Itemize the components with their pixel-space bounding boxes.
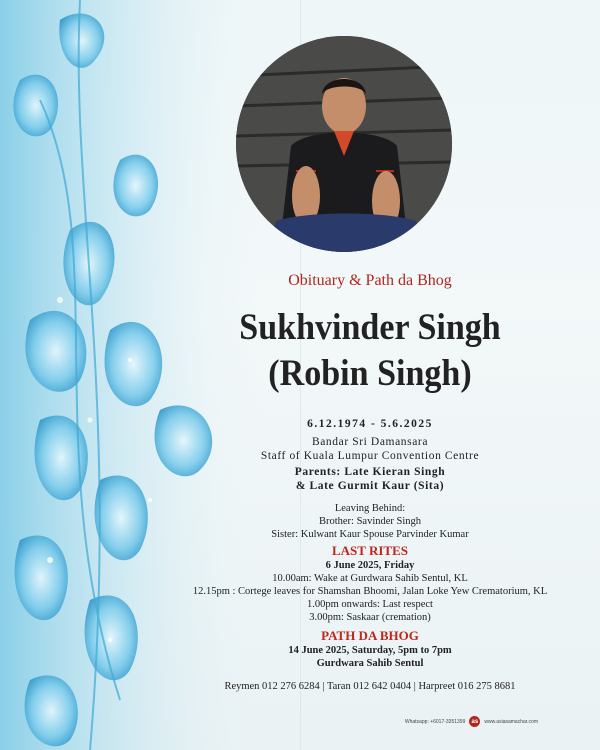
occupation-text: Staff of Kuala Lumpur Convention Centre bbox=[260, 450, 480, 462]
sister-text: Sister: Kulwant Kaur Spouse Parvinder Kumar bbox=[271, 529, 469, 540]
last-rites-block bbox=[150, 543, 590, 624]
leaving-behind-heading: Leaving Behind: bbox=[334, 503, 406, 514]
last-rites-item: 12.15pm : Cortege leaves for Shamshan Bhoomi, Jalan Loke Yew Crematorium, KL bbox=[192, 586, 548, 597]
brand-logo-icon: as bbox=[469, 716, 480, 727]
last-rites-date: 6 June 2025, Friday bbox=[325, 560, 415, 571]
parents-line-2: & Late Gurmit Kaur (Sita) bbox=[295, 480, 445, 492]
contact-numbers: Reymen 012 276 6284 | Taran 012 642 0404 | Harpreet 016 275 8681 bbox=[224, 681, 516, 692]
portrait-photo bbox=[236, 36, 452, 252]
path-da-bhog-heading: PATH DA BHOG bbox=[321, 628, 419, 643]
last-rites-item: 3.00pm: Saskaar (cremation) bbox=[309, 612, 431, 623]
deceased-name: Sukhvinder Singh bbox=[239, 307, 501, 348]
brand-footer bbox=[405, 716, 538, 727]
deceased-alias: (Robin Singh) bbox=[268, 353, 472, 394]
location-text: Bandar Sri Damansara bbox=[311, 436, 429, 448]
obituary-heading: Obituary & Path da Bhog bbox=[288, 272, 452, 289]
leaving-behind-block bbox=[150, 502, 590, 541]
website-text: www.asiasamachar.com bbox=[484, 718, 538, 725]
bio-block bbox=[150, 435, 590, 493]
path-da-bhog-venue: Gurdwara Sahib Sentul bbox=[316, 658, 424, 669]
path-da-bhog-block bbox=[150, 628, 590, 670]
brother-text: Brother: Savinder Singh bbox=[318, 516, 422, 527]
life-dates: 6.12.1974 - 5.6.2025 bbox=[307, 418, 433, 430]
last-rites-item: 1.00pm onwards: Last respect bbox=[307, 599, 433, 610]
path-da-bhog-date: 14 June 2025, Saturday, 5pm to 7pm bbox=[288, 645, 452, 656]
parents-line-1: Parents: Late Kieran Singh bbox=[294, 466, 446, 478]
last-rites-heading: LAST RITES bbox=[332, 543, 408, 558]
whatsapp-text: Whatsapp: +6017-3351399 bbox=[404, 718, 466, 725]
last-rites-item: 10.00am: Wake at Gurdwara Sahib Sentul, KL bbox=[272, 573, 468, 584]
